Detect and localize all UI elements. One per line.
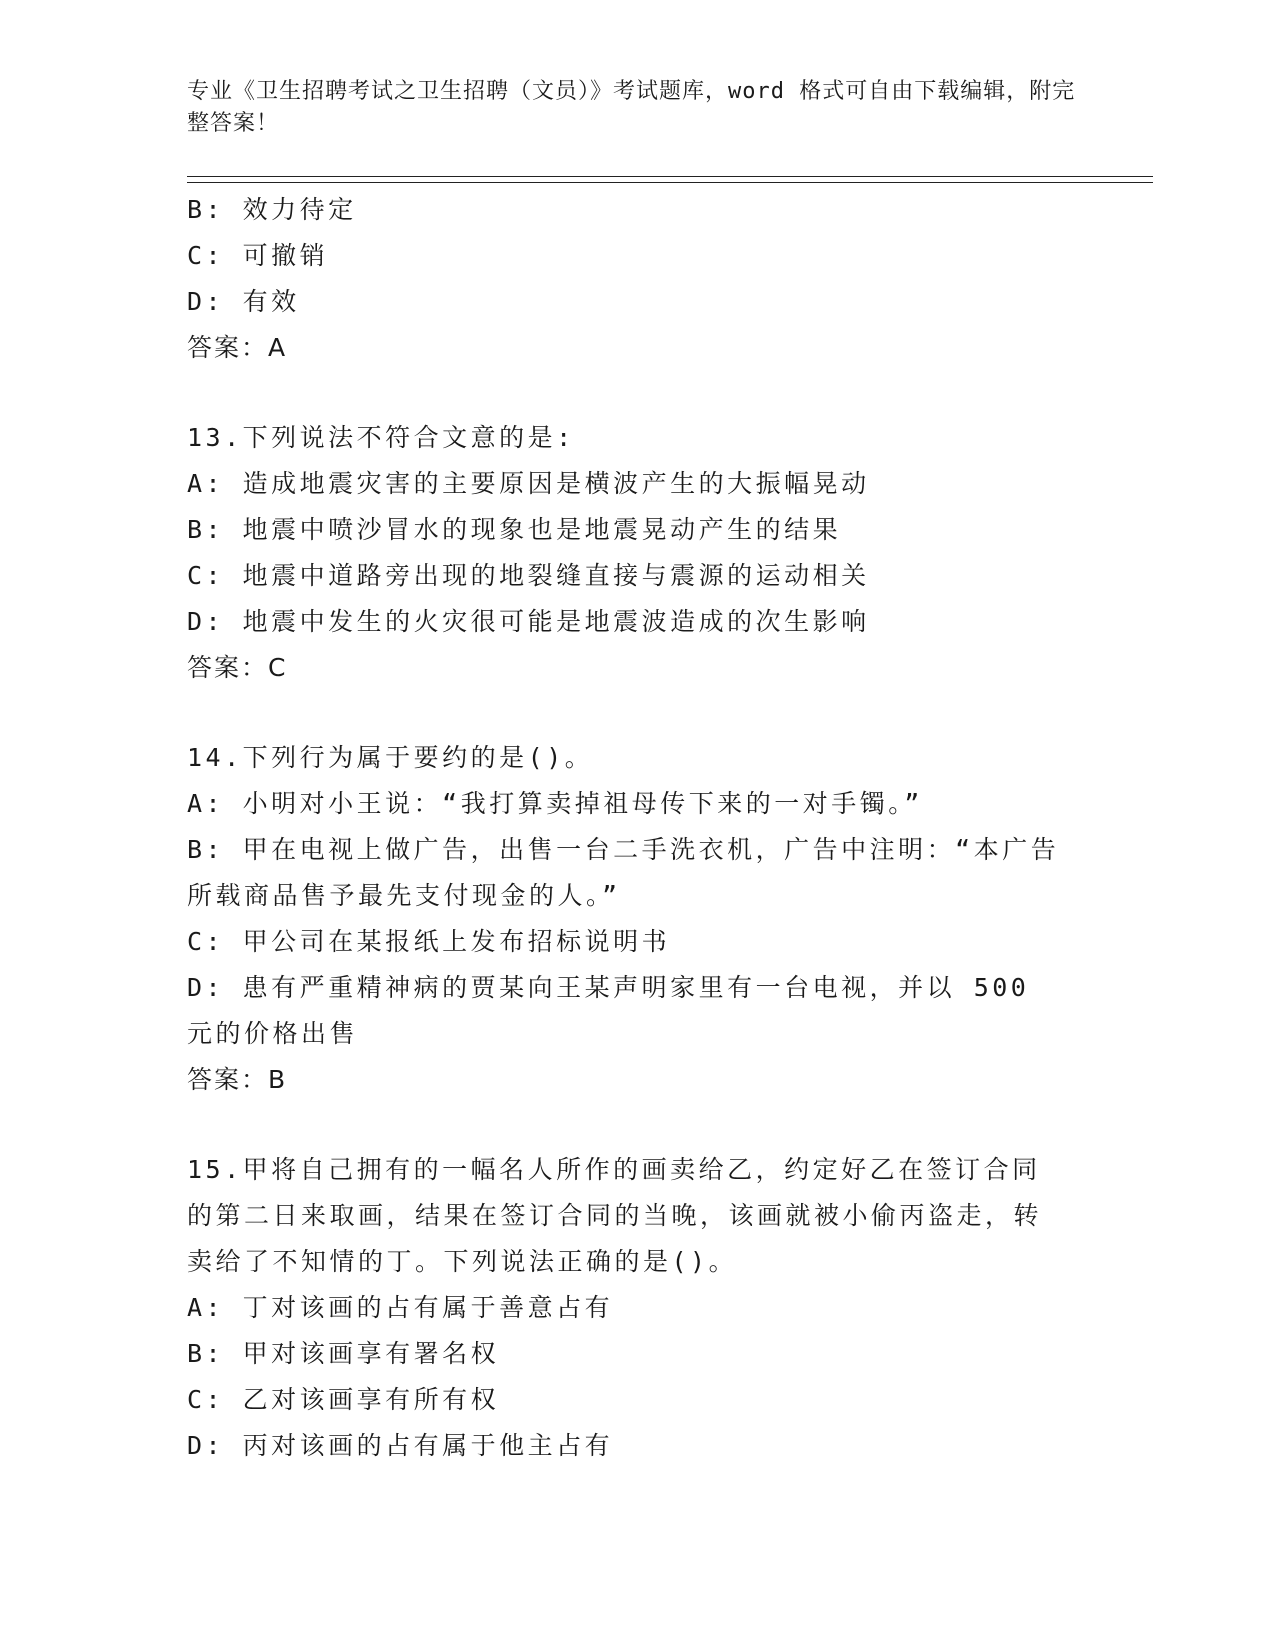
question-content bbox=[187, 187, 1087, 1469]
q14-option-d: D: 患有严重精神病的贾某向王某声明家里有一台电视，并以 500 元的价格出售 bbox=[187, 973, 1030, 1048]
q12-option-d: D: 有效 bbox=[187, 287, 300, 316]
q12-answer: 答案：A bbox=[187, 333, 288, 362]
q15-option-b: B: 甲对该画享有署名权 bbox=[187, 1339, 500, 1368]
q13-option-c: C: 地震中道路旁出现的地裂缝直接与震源的运动相关 bbox=[187, 561, 870, 590]
q15-stem: 15.甲将自己拥有的一幅名人所作的画卖给乙，约定好乙在签订合同的第二日来取画，结果在签订合同的当晚，该画就被小偷丙盗走，转卖给了不知情的丁。下列说法正确的是()。 bbox=[187, 1155, 1043, 1276]
q14-option-a: A: 小明对小王说：“我打算卖掉祖母传下来的一对手镯。” bbox=[187, 789, 923, 818]
spacer bbox=[187, 1103, 1087, 1147]
q15-option-c: C: 乙对该画享有所有权 bbox=[187, 1385, 500, 1414]
q13-stem: 13.下列说法不符合文意的是: bbox=[187, 423, 575, 452]
q12-option-c: C: 可撤销 bbox=[187, 241, 329, 270]
header-divider-top bbox=[187, 176, 1153, 177]
q14-stem: 14.下列行为属于要约的是()。 bbox=[187, 743, 594, 772]
q13-option-d: D: 地震中发生的火灾很可能是地震波造成的次生影响 bbox=[187, 607, 870, 636]
q14-option-c: C: 甲公司在某报纸上发布招标说明书 bbox=[187, 927, 671, 956]
q15-option-d: D: 丙对该画的占有属于他主占有 bbox=[187, 1431, 614, 1460]
q14-option-b: B: 甲在电视上做广告，出售一台二手洗衣机，广告中注明：“本广告所载商品售予最先支付现金的人。” bbox=[187, 835, 1060, 910]
q13-answer: 答案：C bbox=[187, 653, 288, 682]
q12-option-b: B: 效力待定 bbox=[187, 195, 357, 224]
spacer bbox=[187, 691, 1087, 735]
spacer bbox=[187, 371, 1087, 415]
document-header: 专业《卫生招聘考试之卫生招聘（文员）》考试题库，word 格式可自由下载编辑，附完整答案！ bbox=[187, 79, 1076, 136]
q15-option-a: A: 丁对该画的占有属于善意占有 bbox=[187, 1293, 614, 1322]
q14-answer: 答案：B bbox=[187, 1065, 288, 1094]
header-divider-bottom bbox=[187, 182, 1153, 183]
q13-option-a: A: 造成地震灾害的主要原因是横波产生的大振幅晃动 bbox=[187, 469, 870, 498]
q13-option-b: B: 地震中喷沙冒水的现象也是地震晃动产生的结果 bbox=[187, 515, 842, 544]
